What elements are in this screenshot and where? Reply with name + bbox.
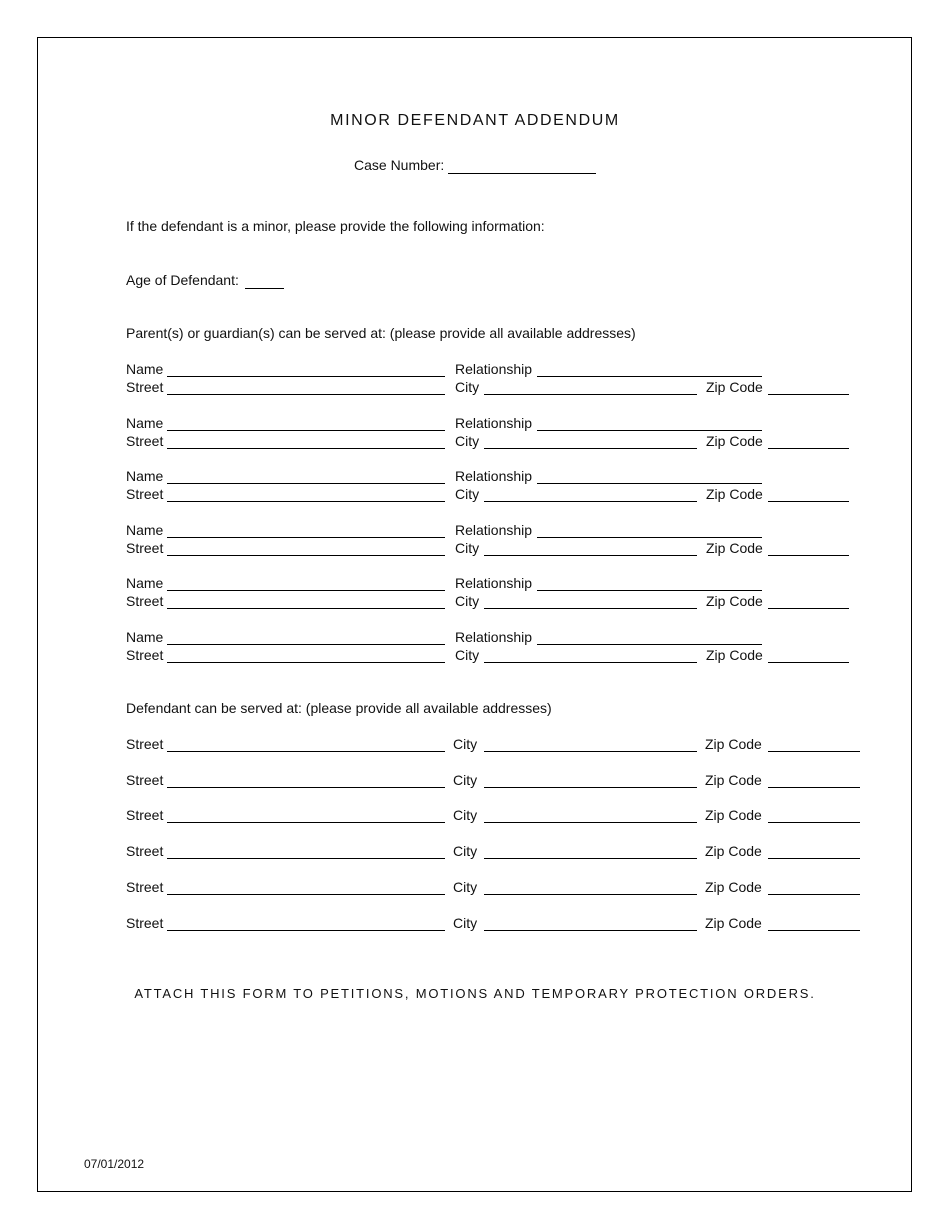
- guardian-name-field[interactable]: [167, 590, 445, 591]
- guardian-city-field[interactable]: [484, 662, 697, 663]
- zip-label: Zip Code: [705, 915, 762, 931]
- guardian-street-field[interactable]: [167, 394, 445, 395]
- guardian-name-field[interactable]: [167, 430, 445, 431]
- defendant-zip-field[interactable]: [768, 751, 860, 752]
- attach-instruction: ATTACH THIS FORM TO PETITIONS, MOTIONS AND TEMPORARY PROTECTION ORDERS.: [134, 986, 816, 1001]
- relationship-label: Relationship: [455, 361, 533, 377]
- defendant-city-field[interactable]: [484, 894, 697, 895]
- guardians-heading: Parent(s) or guardian(s) can be served at: (please provide all available addresses): [126, 325, 636, 341]
- zip-label: Zip Code: [706, 486, 763, 502]
- guardian-zip-field[interactable]: [768, 501, 849, 502]
- zip-label: Zip Code: [705, 772, 762, 788]
- guardian-zip-field[interactable]: [768, 662, 849, 663]
- revision-date: 07/01/2012: [84, 1157, 145, 1171]
- street-label: Street: [126, 379, 164, 395]
- street-label: Street: [126, 879, 164, 895]
- age-label: Age of Defendant:: [126, 272, 239, 288]
- guardian-zip-field[interactable]: [768, 448, 849, 449]
- guardian-name-field[interactable]: [167, 537, 445, 538]
- street-label: Street: [126, 486, 164, 502]
- city-label: City: [455, 647, 480, 663]
- relationship-label: Relationship: [455, 415, 533, 431]
- zip-label: Zip Code: [705, 736, 762, 752]
- defendant-street-field[interactable]: [167, 930, 445, 931]
- defendant-street-field[interactable]: [167, 894, 445, 895]
- name-label: Name: [126, 468, 164, 484]
- relationship-label: Relationship: [455, 468, 533, 484]
- city-label: City: [455, 433, 480, 449]
- city-label: City: [455, 593, 480, 609]
- case-number-label: Case Number:: [354, 157, 445, 173]
- age-field[interactable]: [245, 288, 284, 289]
- city-label: City: [453, 772, 478, 788]
- zip-label: Zip Code: [706, 540, 763, 556]
- city-label: City: [453, 843, 478, 859]
- guardian-city-field[interactable]: [484, 608, 697, 609]
- zip-label: Zip Code: [705, 843, 762, 859]
- guardian-name-field[interactable]: [167, 376, 445, 377]
- zip-label: Zip Code: [706, 433, 763, 449]
- street-label: Street: [126, 647, 164, 663]
- defendant-zip-field[interactable]: [768, 930, 860, 931]
- city-label: City: [455, 486, 480, 502]
- defendant-street-field[interactable]: [167, 751, 445, 752]
- guardian-street-field[interactable]: [167, 555, 445, 556]
- zip-label: Zip Code: [706, 647, 763, 663]
- guardian-city-field[interactable]: [484, 394, 697, 395]
- defendant-street-field[interactable]: [167, 822, 445, 823]
- defendant-city-field[interactable]: [484, 822, 697, 823]
- guardian-name-field[interactable]: [167, 483, 445, 484]
- page-border: [37, 37, 912, 1192]
- defendant-city-field[interactable]: [484, 787, 697, 788]
- name-label: Name: [126, 522, 164, 538]
- case-number-field[interactable]: [448, 173, 596, 174]
- guardian-zip-field[interactable]: [768, 608, 849, 609]
- guardian-relationship-field[interactable]: [537, 537, 762, 538]
- defendant-street-field[interactable]: [167, 858, 445, 859]
- name-label: Name: [126, 361, 164, 377]
- guardian-street-field[interactable]: [167, 662, 445, 663]
- guardian-relationship-field[interactable]: [537, 376, 762, 377]
- relationship-label: Relationship: [455, 629, 533, 645]
- city-label: City: [453, 879, 478, 895]
- form-title: MINOR DEFENDANT ADDENDUM: [330, 112, 620, 129]
- guardian-street-field[interactable]: [167, 608, 445, 609]
- guardian-relationship-field[interactable]: [537, 483, 762, 484]
- street-label: Street: [126, 807, 164, 823]
- zip-label: Zip Code: [706, 593, 763, 609]
- defendant-city-field[interactable]: [484, 858, 697, 859]
- guardian-city-field[interactable]: [484, 555, 697, 556]
- defendant-zip-field[interactable]: [768, 894, 860, 895]
- name-label: Name: [126, 415, 164, 431]
- city-label: City: [453, 807, 478, 823]
- street-label: Street: [126, 915, 164, 931]
- guardian-zip-field[interactable]: [768, 555, 849, 556]
- defendant-zip-field[interactable]: [768, 858, 860, 859]
- guardian-city-field[interactable]: [484, 448, 697, 449]
- city-label: City: [455, 540, 480, 556]
- zip-label: Zip Code: [705, 807, 762, 823]
- defendant-street-field[interactable]: [167, 787, 445, 788]
- guardian-relationship-field[interactable]: [537, 644, 762, 645]
- defendant-zip-field[interactable]: [768, 787, 860, 788]
- defendant-city-field[interactable]: [484, 930, 697, 931]
- street-label: Street: [126, 593, 164, 609]
- guardian-city-field[interactable]: [484, 501, 697, 502]
- city-label: City: [453, 915, 478, 931]
- city-label: City: [453, 736, 478, 752]
- relationship-label: Relationship: [455, 575, 533, 591]
- intro-text: If the defendant is a minor, please provide the following information:: [126, 218, 545, 234]
- guardian-street-field[interactable]: [167, 448, 445, 449]
- street-label: Street: [126, 772, 164, 788]
- name-label: Name: [126, 575, 164, 591]
- street-label: Street: [126, 540, 164, 556]
- defendant-city-field[interactable]: [484, 751, 697, 752]
- street-label: Street: [126, 736, 164, 752]
- defendant-heading: Defendant can be served at: (please provide all available addresses): [126, 700, 552, 716]
- name-label: Name: [126, 629, 164, 645]
- city-label: City: [455, 379, 480, 395]
- guardian-street-field[interactable]: [167, 501, 445, 502]
- zip-label: Zip Code: [706, 379, 763, 395]
- guardian-zip-field[interactable]: [768, 394, 849, 395]
- relationship-label: Relationship: [455, 522, 533, 538]
- street-label: Street: [126, 433, 164, 449]
- zip-label: Zip Code: [705, 879, 762, 895]
- guardian-relationship-field[interactable]: [537, 430, 762, 431]
- street-label: Street: [126, 843, 164, 859]
- guardian-name-field[interactable]: [167, 644, 445, 645]
- defendant-zip-field[interactable]: [768, 822, 860, 823]
- guardian-relationship-field[interactable]: [537, 590, 762, 591]
